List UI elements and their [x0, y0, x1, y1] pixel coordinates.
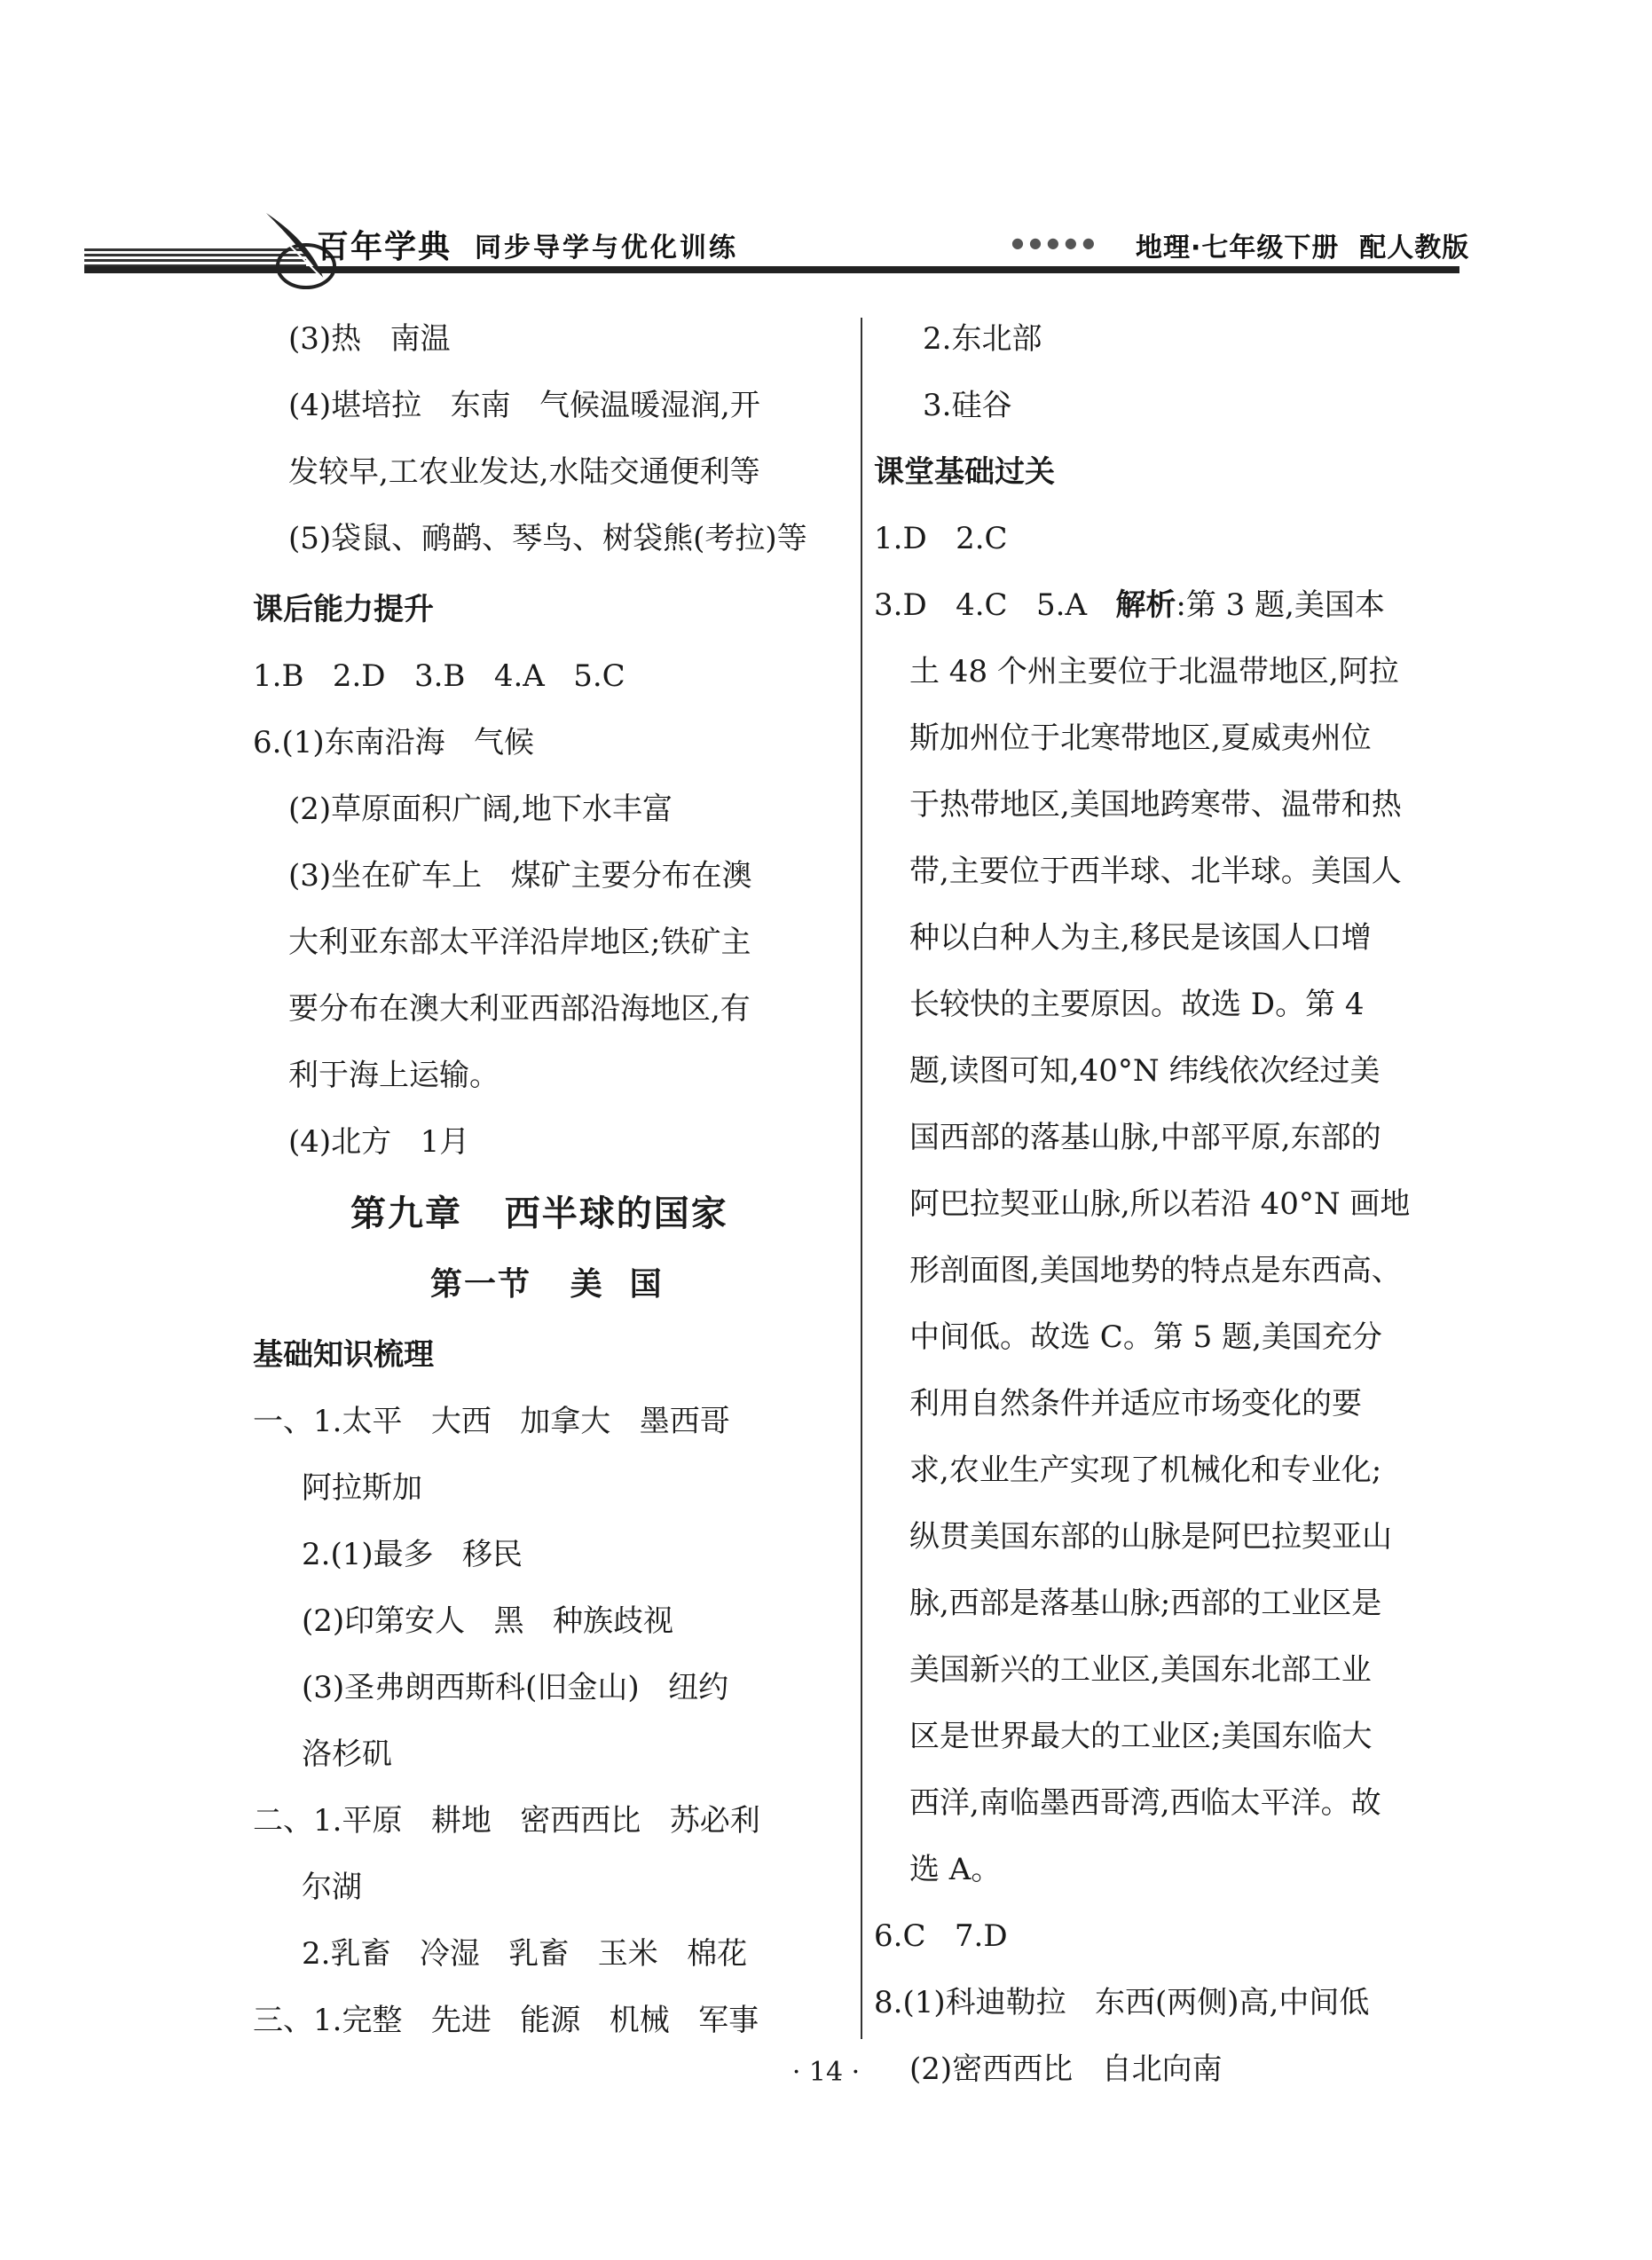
answer-line: 三、1.完整 先进 能源 机械 军事 [253, 2003, 759, 2038]
answer-line: 利于海上运输。 [288, 1058, 500, 1093]
analysis-line: 西洋,南临墨西哥湾,西临太平洋。故 [909, 1785, 1381, 1821]
answer-line: 1.B 2.D 3.B 4.A 5.C [253, 658, 625, 694]
analysis-line: 长较快的主要原因。故选 D。第 4 [909, 987, 1365, 1022]
analysis-line: 斯加州位于北寒带地区,夏威夷州位 [909, 721, 1372, 756]
answer-line: 大利亚东部太平洋沿岸地区;铁矿主 [288, 925, 751, 960]
answer-line: 6.C 7.D [874, 1918, 1008, 1954]
analysis-label: 解析 [1115, 587, 1176, 623]
answer-line: (3)坐在矿车上 煤矿主要分布在澳 [288, 858, 752, 894]
answer-line: 6.(1)东南沿海 气候 [253, 725, 535, 760]
analysis-line: 土 48 个州主要位于北温带地区,阿拉 [909, 654, 1399, 689]
chapter-title: 第九章 西半球的国家 [350, 1193, 728, 1234]
answer-line: 二、1.平原 耕地 密西西比 苏必利 [253, 1803, 760, 1839]
answer-line: 3.硅谷 [923, 388, 1012, 423]
answer-text: 3.D 4.C 5.A [874, 587, 1116, 623]
analysis-line: 区是世界最大的工业区;美国东临大 [909, 1719, 1373, 1754]
analysis-line: 脉,西部是落基山脉;西部的工业区是 [909, 1586, 1382, 1621]
header-dots: ●●●●● [1011, 234, 1100, 251]
brand-title: 百年学典 [317, 229, 452, 265]
analysis-line: 于热带地区,美国地跨寒带、温带和热 [909, 787, 1402, 823]
analysis-line: 带,主要位于西半球、北半球。美国人 [909, 854, 1402, 889]
analysis-line: 纵贯美国东部的山脉是阿巴拉契亚山 [909, 1519, 1392, 1555]
answer-line: 2.乳畜 冷湿 乳畜 玉米 棉花 [302, 1936, 748, 1972]
answer-line: 一、1.太平 大西 加拿大 墨西哥 [253, 1404, 730, 1439]
analysis-line: 阿巴拉契亚山脉,所以若沿 40°N 画地 [909, 1186, 1411, 1222]
analysis-line: 中间低。故选 C。第 5 题,美国充分 [909, 1319, 1382, 1355]
subject-title: 地理·七年级下册 配人教版 [1136, 232, 1470, 264]
page-number: · 14 · [791, 2057, 861, 2088]
answer-line: 2.东北部 [923, 321, 1042, 357]
analysis-line [874, 587, 1385, 623]
analysis-line: 利用自然条件并适应市场变化的要 [909, 1386, 1362, 1421]
analysis-line: 形剖面图,美国地势的特点是东西高、 [909, 1253, 1402, 1288]
column-divider [861, 318, 862, 2039]
answer-line: (2)草原面积广阔,地下水丰富 [288, 791, 673, 827]
answer-line: 2.(1)最多 移民 [302, 1537, 523, 1572]
analysis-line: 题,读图可知,40°N 纬线依次经过美 [909, 1053, 1381, 1089]
lesson-title: 第一节 美 国 [430, 1266, 664, 1303]
answer-line: 阿拉斯加 [302, 1470, 422, 1506]
page-header [84, 204, 1470, 302]
answer-line: (2)密西西比 自北向南 [909, 2051, 1223, 2087]
answer-line: (4)堪培拉 东南 气候温暖湿润,开 [288, 388, 760, 423]
answer-line: 8.(1)科迪勒拉 东西(两侧)高,中间低 [874, 1985, 1370, 2020]
answer-line: 要分布在澳大利亚西部沿海地区,有 [288, 991, 751, 1027]
answer-line: (5)袋鼠、鸸鹋、琴鸟、树袋熊(考拉)等 [288, 521, 807, 556]
analysis-line: 求,农业生产实现了机械化和专业化; [909, 1453, 1382, 1488]
section-heading: 课后能力提升 [253, 592, 434, 627]
answer-line: 发较早,工农业发达,水陆交通便利等 [288, 454, 760, 490]
answer-line: 尔湖 [302, 1870, 362, 1905]
section-heading: 课堂基础过关 [874, 454, 1055, 490]
answer-line: (4)北方 1月 [288, 1124, 470, 1160]
answer-line: 洛杉矶 [302, 1736, 392, 1772]
answer-line: (3)热 南温 [288, 321, 451, 357]
analysis-line: 选 A。 [909, 1852, 1002, 1887]
answer-line: (2)印第安人 黑 种族歧视 [302, 1603, 674, 1639]
answer-line: (3)圣弗朗西斯科(旧金山) 纽约 [302, 1670, 729, 1705]
answer-line: 1.D 2.C [874, 521, 1008, 556]
analysis-line: 国西部的落基山脉,中部平原,东部的 [909, 1120, 1381, 1155]
analysis-text: :第 3 题,美国本 [1176, 587, 1385, 623]
analysis-line: 种以白种人为主,移民是该国人口增 [909, 920, 1372, 956]
analysis-line: 美国新兴的工业区,美国东北部工业 [909, 1652, 1372, 1688]
series-title: 同步导学与优化训练 [475, 232, 738, 264]
section-heading: 基础知识梳理 [253, 1337, 434, 1373]
